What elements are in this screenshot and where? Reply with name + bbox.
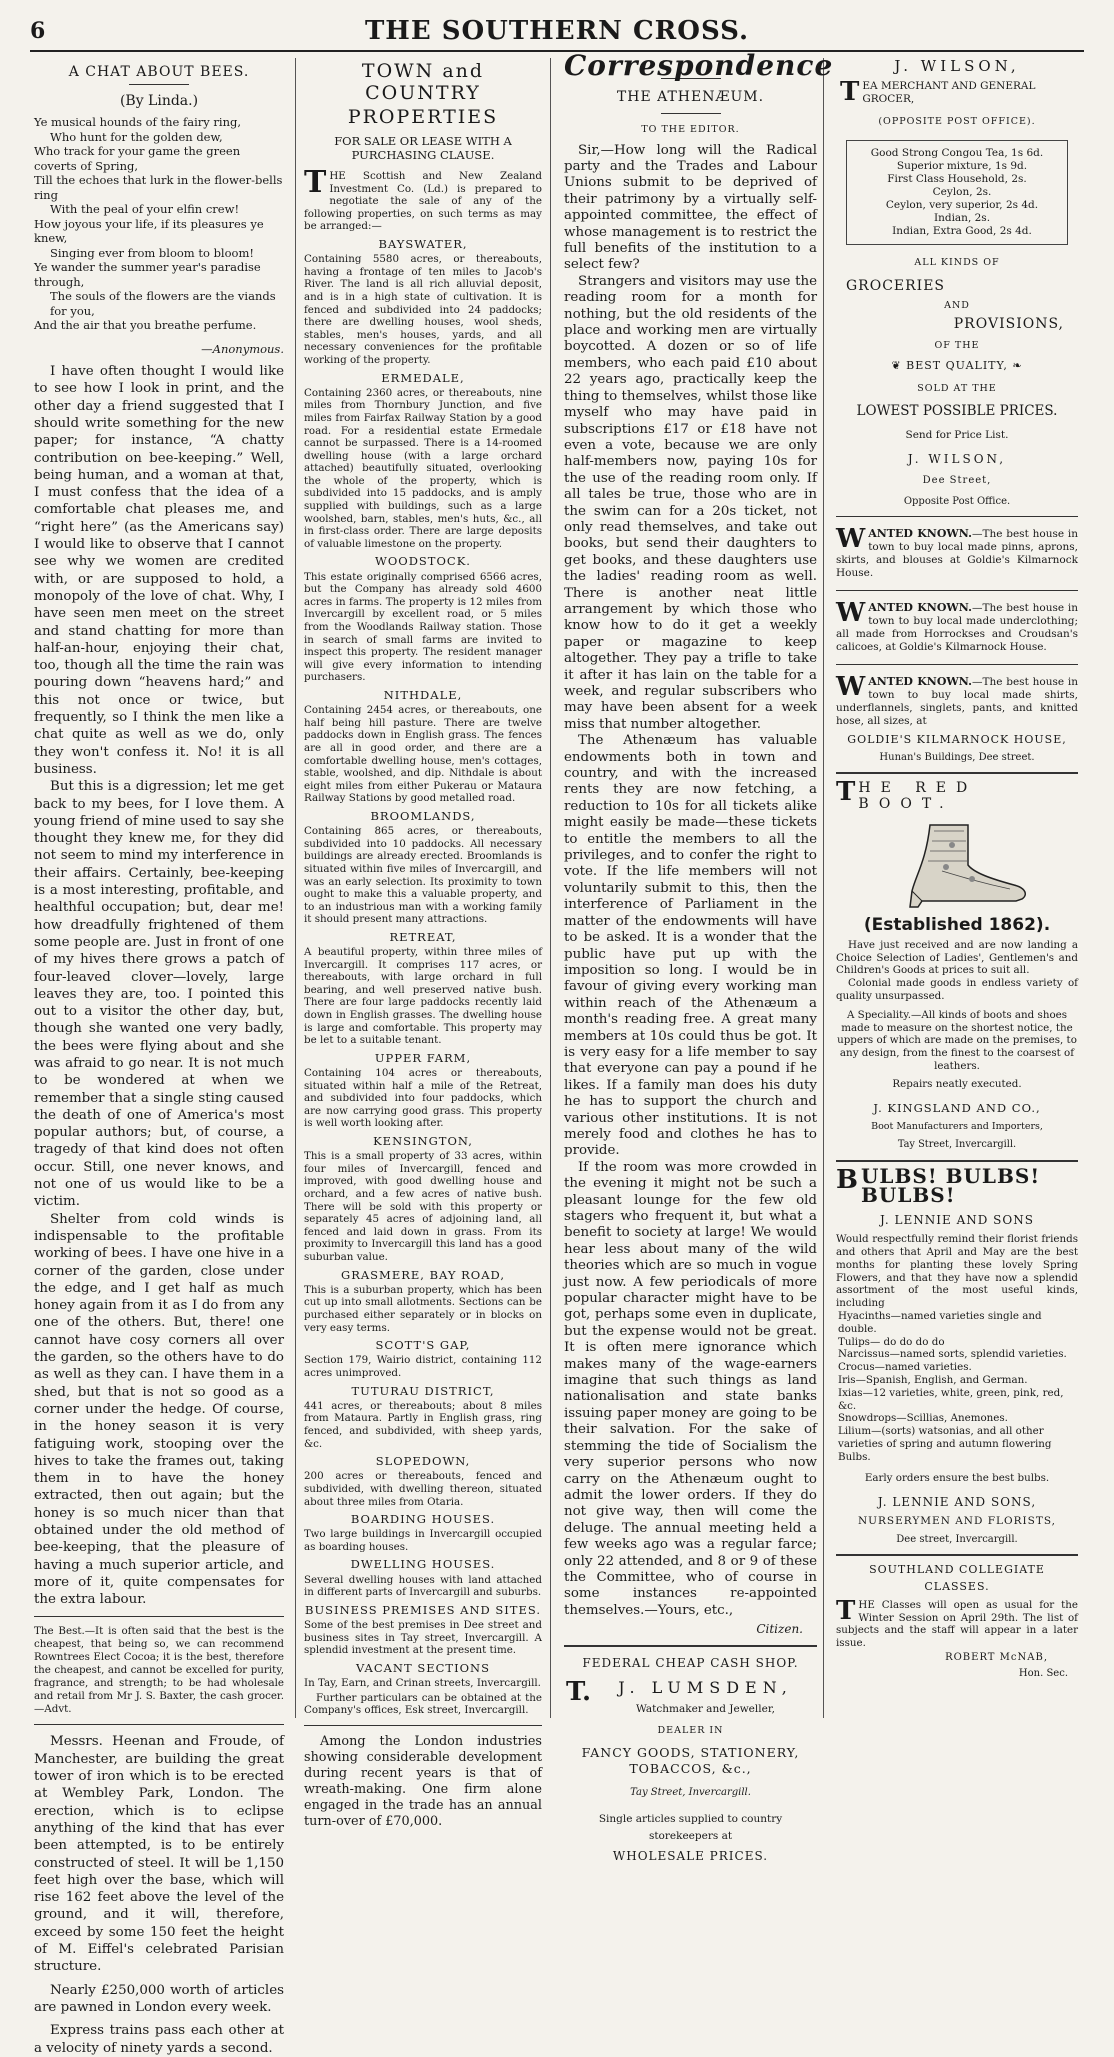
- property-description: 200 acres or thereabouts, fenced and subdivided, with dwelling thereon, situated about three miles from Otaria.: [304, 1470, 542, 1508]
- red-boot-title: HE RED BOOT.: [858, 780, 978, 813]
- tea-item: Superior mixture, 1s 9d.: [896, 160, 1028, 173]
- bulb-item: Narcissus—named sorts, splendid varieties.: [838, 1348, 1067, 1361]
- column-2: [295, 58, 551, 1829]
- tea-item: First Class Household, 2s.: [887, 173, 1027, 186]
- tea-item: Ceylon, very superior, 2s 4d.: [885, 199, 1039, 212]
- divider: [836, 590, 1078, 591]
- dropcap: W: [836, 671, 866, 702]
- poem-signature: —Anonymous.: [201, 341, 284, 356]
- shop-title: FEDERAL CHEAP CASH SHOP.: [582, 1656, 799, 1671]
- tea-item: Indian, Extra Good, 2s 4d.: [892, 225, 1032, 238]
- poem-line: The souls of the flowers are the viands for you,: [50, 289, 276, 318]
- lumsden-advert: [564, 1655, 817, 1864]
- poem-line: And the air that you breathe perfume.: [34, 318, 257, 333]
- properties-intro: [304, 165, 542, 233]
- advert-notice: The Best.—It is often said that the best is the cheapest, that being so, we can recommend Rowntrees Elect Cocoa; it is the best, therefore the cheapest, and cannot be excelled for purity, fragrance, and strength; to be had wholesale and retail from Mr J. S. Baxter, the cash grocer.—Advt.: [34, 1625, 284, 1716]
- lowest-prices: LOWEST POSSIBLE PRICES.: [856, 402, 1058, 419]
- masthead-rule: [30, 50, 1084, 52]
- article-paragraph: Shelter from cold winds is indispensable to the profitable working of bees. I have one hive in a corner of the garden, close under the edge, and I get half as much honey again from it as I do from any one of the others. But, there! one cannot have cosy corners all over the garden, so the others have to do as well as they can. I have them in a shed, but that is not so good as a corner under the hedge. Of course, in the honey season it is very fatiguing work, stooping over the hives to take the frames out, taking them in to have the honey extracted, then out again; but the honey is so much nicer than that obtained under the old method of bee-keeping, that the pleasure of having a much superior article, and more of it, quite compensates for the extra labour.: [34, 1211, 284, 1608]
- article-paragraph: I have often thought I would like to see how I look in print, and the other day a friend suggested that I should write something for the new paper; for instance, “A chatty contribution on bee-keeping.” Well, being human, and a woman at that, I must confess that the idea of a comfortable chat pleases me, and “right here” (as the Americans say) I would like to observe that I cannot see why we women are credited with, or are supposed to hold, a monopoly of the love of chat. Why, I have seen men meet on the street and stand chatting for more than half-an-hour, enjoying their chat, too, though all the time the rain was pouring down “heavens hard;” and this not once or twice, but frequently, so I think the men like a chat quite as well as we do, only they won't confess it. No! it is all business.: [34, 364, 284, 777]
- red-boot-advert: [836, 777, 1078, 1153]
- shop-goods: FANCY GOODS, STATIONERY, TOBACCOS, &c.,: [581, 1745, 800, 1777]
- properties-subtitle: FOR SALE OR LEASE WITH A PURCHASING CLAUSE.: [334, 134, 512, 162]
- divider: [564, 1645, 817, 1647]
- ornament-icon: ❧: [1007, 359, 1023, 373]
- property-description: Containing 2454 acres, or thereabouts, one half being hill pasture. There are twelve paddocks down in English grass. The fences are all in good order, and there are a comfortable dwelling house, men's cottages, stable, woolshed, and dip. Nithdale is about eight miles from either Pukerau or Mataura Railway Stations by good metalled road.: [304, 704, 542, 805]
- dropcap: T: [840, 77, 860, 108]
- property-description: This estate originally comprised 6566 acres, but the Company has already sold 4600 acres in farms. The property is 12 miles from Invercargill by excellent road, or 5 miles from the Woodlands Railway station. Those in search of small farms are invited to inspect this property. The resident manager will give every information to intending purchasers.: [304, 570, 542, 684]
- dropcap: B: [836, 1164, 858, 1195]
- property-list: [304, 236, 542, 1690]
- divider: [129, 84, 189, 85]
- kingsland-addr: Tay Street, Invercargill.: [897, 1139, 1017, 1151]
- letter-signature: Citizen.: [756, 1622, 803, 1637]
- poem-line: Who track for your game the green coverts of Spring,: [34, 144, 241, 173]
- poem-line: How joyous your life, if its pleasures ye knew,: [34, 216, 264, 246]
- property-description: This is a small property of 33 acres, within four miles of Invercargill, fenced and improved, with good dwelling house and orchard, and a few acres of native bush. There will be sold with this property or separately 45 acres of adjoining land, all fenced and laid down in grass. From its proximity to Invercargill this land has a good suburban value.: [304, 1150, 542, 1263]
- divider: [836, 772, 1078, 774]
- wanted-notice: [836, 597, 1078, 658]
- poem-line: Ye wander the summer year's paradise through,: [34, 260, 261, 289]
- groceries: GROCERIES: [846, 277, 946, 294]
- shop-name: J. LUMSDEN,: [618, 1677, 793, 1697]
- and: AND: [944, 299, 970, 311]
- shop-trade: Watchmaker and Jeweller,: [636, 1702, 776, 1715]
- athenaeum-heading: THE ATHENÆUM.: [616, 89, 765, 106]
- property-description: Containing 865 acres, or thereabouts, subdivided into 10 paddocks. All necessary buildings are already erected. Broomlands is situated within five miles of Invercargill, and was an early selection. Its proximity to town ought to make this a valuable property, and to an industrious man with a working family it should present many attractions.: [304, 825, 542, 926]
- masthead: [0, 0, 1114, 52]
- kingsland: J. KINGSLAND AND CO.,: [873, 1101, 1041, 1116]
- wanted-text: —The best house in town to buy local made underclothing; all made from Horrockses and Croudsan's calicoes, at Goldie's Kilmarnock House.: [836, 601, 1078, 653]
- property-name: RETREAT,: [389, 929, 457, 944]
- divider: [34, 1616, 284, 1617]
- shop-address: Tay Street, Invercargill.: [630, 1787, 751, 1799]
- goldie-addr: Hunan's Buildings, Dee street.: [879, 752, 1035, 764]
- property-description: Section 179, Wairio district, containing 112 acres unimproved.: [304, 1354, 542, 1379]
- opposite-po: Opposite Post Office.: [903, 495, 1011, 507]
- property-description: A beautiful property, within three miles of Invercargill. It comprises 117 acres, or thereabouts, with large orchard in full bearing, and well preserved native bush. There are four large paddocks recently laid down in English grasses. The dwelling house is large and comfortable. This property may be let to a suitable tenant.: [304, 946, 542, 1047]
- wanted-notice: [836, 523, 1078, 584]
- poem-line: Ye musical hounds of the fairy ring,: [34, 115, 241, 130]
- wilson-opposite: (OPPOSITE POST OFFICE).: [878, 116, 1036, 128]
- divider: [34, 1724, 284, 1725]
- property-name: TUTURAU DISTRICT,: [351, 1383, 495, 1398]
- lennie-2: J. LENNIE AND SONS,: [877, 1494, 1037, 1509]
- to-editor: TO THE EDITOR.: [641, 124, 740, 136]
- bulb-item: Crocus—named varieties.: [838, 1361, 972, 1374]
- property-name: BAYSWATER,: [378, 236, 468, 251]
- property-description: Two large buildings in Invercargill occupied as boarding houses.: [304, 1528, 542, 1553]
- property-name: SLOPEDOWN,: [375, 1454, 471, 1469]
- of-the: OF THE: [934, 340, 980, 352]
- tea-item: Indian, 2s.: [933, 212, 991, 225]
- boot-speciality: A Speciality.—All kinds of boots and shoes made to measure on the shortest notice, the uppers of which are made on the premises, to any design, from the finest to the coarsest of leathers.: [837, 1008, 1077, 1073]
- bulbs-title: ULBS! BULBS! BULBS!: [860, 1163, 1041, 1207]
- tea-item: Good Strong Congou Tea, 1s 6d.: [870, 147, 1044, 160]
- wanted-text: —The best house in town to buy local made pinns, aprons, skirts, and blouses at Goldie's Kilmarnock House.: [836, 527, 1078, 579]
- property-name: KENSINGTON,: [373, 1134, 473, 1149]
- property-name: VACANT SECTIONS: [356, 1660, 490, 1675]
- property-description: Some of the best premises in Dee street and business sites in Tay street, Invercargill. A splendid investment at the present time.: [304, 1619, 542, 1657]
- article-paragraph: But this is a digression; let me get back to my bees, for I love them. A young friend of mine used to say she thought they knew me, for they did not seem to mind my interference in their affairs. Certainly, bee-keeping is a most interesting, profitable, and healthful occupation; but, dear me! how dreadfully frightened of them some people are. Just in front of one of my hives there grows a patch of four-leaved clover—lovely, large leaves they are, too. I pointed this out to a visitor the other day, but, though she wanted one very badly, the bees were flying about and she was afraid to go near. It is not much to be wondered at when we remember that a single sting caused the death of one of America's most popular authors; but, of course, a tragedy of that kind does not often occur. Still, one never knows, and not one of us would like to be a victim.: [34, 779, 284, 1210]
- provisions: PROVISIONS,: [953, 316, 1064, 333]
- property-name: UPPER FARM,: [374, 1050, 472, 1065]
- college-signature: ROBERT McNAB,: [945, 1652, 1048, 1663]
- college-role: Hon. Sec.: [1018, 1668, 1068, 1680]
- bulb-item: Lilium—(sorts) watsonias, and all other varieties of spring and autumn flowering Bulbs.: [838, 1425, 1052, 1463]
- letter-paragraph: The Athenæum has valuable endowments both in town and country, and with the increased rents they are now fetching, a reduction to 10s for all tickets alike might easily be made—these tickets to entitle the members to all the privileges, and to confer the right to vote. If the life members will not voluntarily submit to this, then the interference of Parliament in the matter of the endowments will have to be asked. It is a wonder that the public have put up with the imposition so long. I would be in favour of giving every working man within reach of the Athenæum a month's reading free. A great many members at 10s could thus be got. It is very easy for a life member to say that everyone can pay a pound if he likes. If a family man does his duty he has to support the church and various other institutions. It is not merely food and clothes he has to provide.: [564, 733, 817, 1159]
- letter-paragraph: Strangers and visitors may use the reading room for a month for nothing, but the old residents of the place and working men are virtually boycotted. A dozen or so of life members, who each paid £10 about 22 years ago, practically keep the thing to themselves, whilst those like myself who may have paid in subscriptions £17 or £18 have not even a vote, because we are only half-members now, paying 10s for the use of the reading room only. If all tales be true, those who are in the swim can for a 20s ticket, not only read themselves, and take out books, but send their daughters to get books, and these daughters use the ladies' reading room as well. There is another neat little arrangement by which those who know how to do it get a weekly paper or magazine to keep altogether. They pay a trifle to take it after it has lain on the table for a week, and regular subscribers who may have been absent for a week miss that number altogether.: [564, 273, 817, 732]
- bulb-list: [836, 1310, 1078, 1464]
- wanted-head: ANTED KNOWN.: [868, 674, 972, 688]
- property-description: This is a suburban property, which has been cut up into small allotments. Sections can be purchased either separately or in blocks on very easy terms.: [304, 1283, 542, 1334]
- property-description: Containing 104 acres or thereabouts, situated within half a mile of the Retreat, and subdivided into four paddocks, which are now carrying good grass. This property is well worth looking after.: [304, 1067, 542, 1130]
- nurserymen: NURSERYMEN AND FLORISTS,: [857, 1515, 1057, 1527]
- letter-paragraph: If the room was more crowded in the evening it might not be such a pleasant lounge for the few old stagers who frequent it, but what a benefit to society at large! We would hear less about many of the wild theories which are so much in vogue just now. A few periodicals of more popular character might have to be got, perhaps some even in duplicate, but the expense would not be great. It is often mere ignorance which makes many of the wage-earners imagine that such things as land nationalisation and state banks issuing paper money are going to be their salvation. For the sake of stemming the tide of Socialism the very superior persons who now carry on the Athenæum ought to admit the lower orders. If they do not give way, then will come the deluge. The annual meeting held a few weeks ago was a regular farce; only 22 attended, and 8 or 9 of these the Committee, who of course in some instances re-appointed themselves.—Yours, etc.,: [564, 1159, 817, 1618]
- lennie-text: Would respectfully remind their florist friends and others that April and May are the best months for planting these lovely Spring Flowers, and that they have now a splendid assortment of the most useful kinds, including: [836, 1233, 1078, 1310]
- bulb-item: Iris—Spanish, English, and German.: [838, 1374, 1028, 1387]
- wanted-notice: [836, 671, 1078, 732]
- poem: [34, 115, 284, 333]
- goldie-address: [836, 732, 1078, 766]
- property-name: NITHDALE,: [383, 687, 463, 702]
- news-notice: Among the London industries showing considerable development during recent years is that of wreath-making. One firm alone engaged in the trade has an annual turn-over of £70,000.: [304, 1733, 542, 1829]
- ornament-icon: ❦: [891, 359, 907, 373]
- bulb-item: Tulips— do do do do: [838, 1335, 945, 1348]
- property-description: Containing 2360 acres, or thereabouts, nine miles from Thornbury Junction, and five miles from Fairfax Railway Station by a good road. For a residential estate Ermedale cannot be surpassed. There is a 14-roomed dwelling house (with a large orchard attached) beautifully situated, overlooking the whole of the property, which is subdivided into 15 paddocks, and is amply supplied with buildings, such as a large woolshed, barn, stables, men's huts, &c., all in first-class order. There are large deposits of valuable limestone on the property.: [304, 386, 542, 550]
- divider: [836, 516, 1078, 517]
- byline: (By Linda.): [119, 93, 199, 110]
- poem-line: Singing ever from bloom to bloom!: [50, 245, 254, 260]
- property-description: Containing 5580 acres, or thereabouts, having a frontage of ten miles to Jacob's River. The land is all rich alluvial deposit, and is in a high state of cultivation. It is fenced and subdivided into 24 paddocks; there are dwelling houses, wool sheds, stables, men's houses, yards, and all necessary conveniences for the profitable working of the property.: [304, 253, 542, 366]
- properties-title-2: PROPERTIES: [347, 106, 499, 128]
- wilson-advert: [836, 58, 1078, 510]
- shop-note: Single articles supplied to country storekeepers at: [598, 1813, 783, 1842]
- college-advert: [836, 1562, 1078, 1682]
- divider: [304, 1725, 542, 1726]
- news-notice: Messrs. Heenan and Froude, of Manchester, are building the great tower of iron which is to be erected at Wembley Park, London. The erection, which is to eclipse anything of the kind that has ever been attempted, is to be entirely constructed of steel. It will be 1,150 feet high over the base, which will rise 162 feet above the level of the ground, and it will, therefore, exceed by some 150 feet the height of M. Eiffel's celebrated Parisian structure.: [34, 1734, 284, 1975]
- best-quality: BEST QUALITY,: [906, 359, 1008, 373]
- wilson-signature: J. WILSON,: [907, 452, 1007, 467]
- property-name: BROOMLANDS,: [370, 808, 476, 823]
- correspondence-heading: Correspondence: [564, 49, 834, 82]
- intro-text: HE Scottish and New Zealand Investment Co. (Ld.) is prepared to negotiate the sale of any of the following properties, on such terms as may be arranged:—: [304, 170, 542, 233]
- bulb-item: Snowdrops—Scillias, Anemones.: [838, 1412, 1008, 1425]
- early-orders: Early orders ensure the best bulbs.: [864, 1471, 1050, 1484]
- bulb-item: Ixias—12 varieties, white, green, pink, red, &c.: [838, 1386, 1064, 1412]
- dropcap: T: [836, 1595, 856, 1626]
- property-description: Several dwelling houses with land attached in different parts of Invercargill and suburbs.: [304, 1573, 542, 1599]
- poem-line: Who hunt for the golden dew,: [50, 129, 223, 144]
- divider: [836, 1554, 1078, 1556]
- paper-title: THE SOUTHERN CROSS.: [364, 16, 750, 46]
- property-name: DWELLING HOUSES.: [350, 1557, 496, 1572]
- dropcap: W: [836, 597, 866, 628]
- wanted-head: ANTED KNOWN.: [868, 526, 972, 540]
- wilson-name: J. WILSON,: [894, 57, 1020, 75]
- bees-heading: A CHAT ABOUT BEES.: [68, 64, 250, 80]
- college-title: SOUTHLAND COLLEGIATE CLASSES.: [869, 1563, 1045, 1593]
- dropcap: T: [836, 777, 856, 808]
- college-text-row: [836, 1595, 1078, 1650]
- college-text: HE Classes will open as usual for the Winter Session on April 29th. The list of subjects and the staff will appear in a later issue.: [836, 1598, 1078, 1650]
- page-number: 6: [30, 18, 46, 44]
- boot-text: Have just received and are now landing a Choice Selection of Ladies', Gentlemen's and Children's Goods at prices to suit all.: [836, 938, 1078, 977]
- shop-price: WHOLESALE PRICES.: [612, 1848, 769, 1863]
- poem-line: With the peal of your elfin crew!: [50, 202, 240, 217]
- divider: [836, 664, 1078, 665]
- property-description: In Tay, Earn, and Crinan streets, Invercargill.: [304, 1677, 541, 1690]
- properties-footer: Further particulars can be obtained at the Company's offices, Esk street, Invercargill.: [304, 1691, 542, 1717]
- dropcap: W: [836, 523, 866, 554]
- divider: [661, 113, 721, 114]
- news-notice: Nearly £250,000 worth of articles are pawned in London every week.: [34, 1982, 284, 2015]
- tea-item: Ceylon, 2s.: [932, 186, 992, 199]
- column-1: [34, 58, 284, 2056]
- shop-name-row: [564, 1676, 817, 1707]
- wilson-trade-row: [836, 77, 1078, 108]
- bulbs-title-row: [836, 1163, 1078, 1207]
- send-for: Send for Price List.: [905, 429, 1009, 442]
- red-boot-title-row: [836, 777, 1078, 813]
- property-name: SCOTT'S GAP,: [375, 1338, 471, 1353]
- property-name: BOARDING HOUSES.: [350, 1512, 496, 1527]
- wanted-head: ANTED KNOWN.: [868, 600, 972, 614]
- lennie-addr: Dee street, Invercargill.: [896, 1534, 1018, 1546]
- property-name: ERMEDALE,: [381, 370, 465, 385]
- best-quality-row: [836, 358, 1078, 374]
- repairs: Repairs neatly executed.: [892, 1077, 1022, 1090]
- all-kinds: ALL KINDS OF: [914, 257, 1000, 269]
- wanted-text: —The best house in town to buy local made shirts, underflannels, singlets, pants, and knitted hose, all sizes, at: [836, 675, 1078, 727]
- column-4: [832, 58, 1082, 1718]
- news-notice: Express trains pass each other at a velocity of ninety yards a second.: [34, 2023, 284, 2056]
- dee-street: Dee Street,: [922, 475, 992, 487]
- shop-dealer: DEALER IN: [657, 1724, 724, 1736]
- boot-icon: [882, 821, 1032, 913]
- dropcap: T: [304, 165, 327, 200]
- established: (Established 1862).: [863, 914, 1051, 935]
- letter-paragraph: Sir,—How long will the Radical party and the Trades and Labour Unions submit to be deprived of their patrimony by a virtually self-appointed committee, the effect of whose management is to restrict the full benefits of the institution to a select few?: [564, 142, 817, 273]
- wilson-trade: EA MERCHANT AND GENERAL GROCER,: [862, 80, 1036, 106]
- goldie-house: GOLDIE'S KILMARNOCK HOUSE,: [847, 732, 1067, 746]
- lennie: J. LENNIE AND SONS: [880, 1213, 1034, 1228]
- tea-price-list: [846, 140, 1068, 245]
- poem-line: Till the echoes that lurk in the flower-bells ring: [34, 173, 283, 202]
- property-name: WOODSTOCK.: [375, 554, 471, 569]
- kingsland-trade: Boot Manufacturers and Importers,: [871, 1121, 1043, 1133]
- properties-title: TOWN and COUNTRY: [361, 60, 485, 104]
- bulbs-advert: [836, 1163, 1078, 1549]
- property-name: GRASMERE, BAY ROAD,: [341, 1267, 505, 1282]
- property-description: 441 acres, or thereabouts; about 8 miles from Mataura. Partly in English grass, ring fenced, and subdivided, with sheep yards, &c.: [304, 1399, 542, 1450]
- sold-at: SOLD AT THE: [917, 382, 997, 394]
- column-3: [558, 49, 834, 1863]
- boot-colonial: Colonial made goods in endless variety of quality unsurpassed.: [836, 977, 1078, 1003]
- bulb-item: Hyacinths—named varieties single and double.: [838, 1310, 1042, 1335]
- property-name: BUSINESS PREMISES AND SITES.: [305, 1602, 541, 1617]
- divider: [836, 1160, 1078, 1162]
- dropcap: T.: [566, 1676, 592, 1707]
